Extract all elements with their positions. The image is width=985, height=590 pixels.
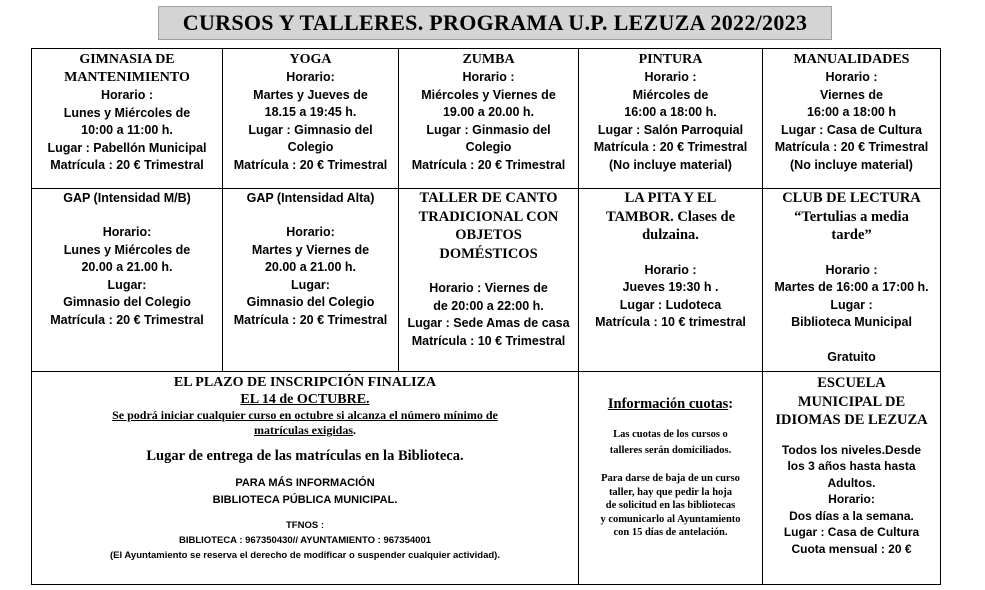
location: Lugar : Salón Parroquial xyxy=(597,122,744,137)
fees-title: Información cuotas xyxy=(607,396,729,412)
course-manualidades xyxy=(763,49,940,189)
fee: Cuota mensual : 20 € xyxy=(791,541,912,556)
delivery-place: Lugar de entrega de las matrículas en la Biblioteca. xyxy=(146,448,464,464)
deadline-date: EL 14 de OCTUBRE. xyxy=(240,392,370,407)
schedule-time: 16:00 a 18:00 h. xyxy=(624,105,717,119)
schedule-days: Dos días a la semana. xyxy=(789,508,914,523)
course-yoga xyxy=(223,49,399,189)
levels: Todos los niveles.Desde xyxy=(781,442,922,457)
schedule-time: 19.00 a 20.00 h. xyxy=(442,105,535,119)
schedule-days: Viernes de xyxy=(819,87,883,102)
course-gap-alta xyxy=(223,189,399,372)
phone-numbers: BIBLIOTECA : 967350430// AYUNTAMIENTO : 967354001 xyxy=(178,535,432,546)
course-gap-mb xyxy=(32,189,223,372)
location: Gimnasio del Colegio xyxy=(246,295,375,309)
schedule-time: Jueves 19:30 h . xyxy=(622,280,719,294)
schedule-time: 18.15 a 19:45 h. xyxy=(264,105,357,119)
schedule-days: Miércoles y Viernes de xyxy=(421,87,556,102)
schedule-label: Horario: xyxy=(286,225,335,239)
min-enrollment-note-end: matrículas exigidas xyxy=(254,423,353,437)
course-zumba xyxy=(399,49,579,189)
course-canto xyxy=(399,189,579,372)
schedule-label: Horario : xyxy=(644,262,697,277)
location: Biblioteca Municipal xyxy=(791,315,912,329)
location-label: Lugar: xyxy=(107,277,147,292)
course-name: GAP (Intensidad Alta) xyxy=(246,191,375,205)
location-cont: Colegio xyxy=(465,140,512,154)
schedule-label: Horario: xyxy=(828,492,875,506)
note: (No incluye material) xyxy=(790,157,913,172)
school-name: ESCUELA MUNICIPAL DE IDIOMAS DE LEZUZA xyxy=(775,375,928,428)
library-name: BIBLIOTECA PÚBLICA MUNICIPAL. xyxy=(212,494,398,506)
schedule-time: Martes de 16:00 a 17:00 h. xyxy=(774,280,929,294)
fee: Matrícula : 10 € trimestral xyxy=(595,315,746,329)
course-gimnasia xyxy=(32,49,223,189)
course-club-lectura xyxy=(763,189,940,372)
note: (No incluye material) xyxy=(609,157,732,172)
disclaimer: (El Ayuntamiento se reserva el derecho de modificar o suspender cualquier actividad). xyxy=(110,550,500,561)
course-name: YOGA xyxy=(289,52,332,67)
location-label: Lugar: xyxy=(291,277,330,292)
course-dulzaina xyxy=(579,189,763,372)
cancellation-note: Para darse de baja de un curso taller, hay que pedir la hoja de solicitud en las bibliotecas y comunicarlo al Ayuntamiento con 15 días de antelación. xyxy=(600,473,741,538)
course-name: CLUB DE LECTURA “Tertulias a media tarde” xyxy=(782,190,921,243)
schedule-label: Horario : xyxy=(100,88,154,102)
schedule-label: Horario : xyxy=(462,70,515,84)
fee: Matrícula : 20 € Trimestral xyxy=(233,312,388,327)
more-info-label: PARA MÁS INFORMACIÓN xyxy=(235,477,375,489)
fee: Matrícula : 20 € Trimestral xyxy=(411,157,566,172)
fees-info: Información cuotas: Las cuotas de los cursos o talleres serán domiciliados. Para darse de baja de un curso taller, hay que pedir la hoja de solicitud en las bibliotecas y comunicarlo al Ayuntamiento con 15 días de antelación. xyxy=(579,372,763,584)
fee: Gratuito xyxy=(827,350,876,364)
page-title: CURSOS Y TALLERES. PROGRAMA U.P. LEZUZA 2022/2023 xyxy=(158,6,832,40)
location: Lugar : Ludoteca xyxy=(619,297,722,312)
fee: Matrícula : 10 € Trimestral xyxy=(411,333,566,348)
schedule-label: Horario : xyxy=(825,262,878,277)
course-name: PINTURA xyxy=(638,52,703,67)
course-name: GAP (Intensidad M/B) xyxy=(63,191,191,205)
schedule-label: Horario: xyxy=(286,70,335,84)
course-name: MANUALIDADES xyxy=(793,52,910,67)
schedule-time: 20.00 a 21.00 h. xyxy=(264,260,357,274)
fees-domiciled: Las cuotas de los cursos o xyxy=(613,429,728,440)
course-name: TALLER DE CANTO TRADICIONAL CON OBJETOS DOMÉSTICOS xyxy=(418,190,559,262)
course-name: LA PITA Y EL TAMBOR. Clases de dulzaina. xyxy=(605,190,736,243)
location-cont: Colegio xyxy=(287,140,334,154)
location: Lugar : Casa de Cultura xyxy=(781,122,922,137)
fee: Matrícula : 20 € Trimestral xyxy=(593,140,748,154)
schedule-time: 16:00 a 18:00 h xyxy=(807,105,896,119)
location: Lugar : Ginmasio del xyxy=(426,122,551,137)
location: Lugar : Pabellón Municipal xyxy=(47,140,207,155)
course-name: ZUMBA xyxy=(462,52,515,67)
schedule-days: Lunes y Miércoles de xyxy=(63,242,191,257)
schedule-label: Horario: xyxy=(102,225,152,239)
location-label: Lugar : xyxy=(830,297,873,312)
fee: Matrícula : 20 € Trimestral xyxy=(50,312,204,327)
fee: Matrícula : 20 € Trimestral xyxy=(50,158,204,172)
fee: Matrícula : 20 € Trimestral xyxy=(233,157,388,172)
schedule-time: 20.00 a 21.00 h. xyxy=(81,260,173,274)
schedule-days: Lunes y Miércoles de xyxy=(63,105,191,120)
courses-table xyxy=(31,48,941,585)
language-school: ESCUELA MUNICIPAL DE IDIOMAS DE LEZUZA Todos los niveles.Desde los 3 años hasta hasta Adultos. Horario: Dos días a la semana. Lugar : Casa de Cultura Cuota mensual : 20 € xyxy=(763,372,940,584)
deadline-text: EL PLAZO DE INSCRIPCIÓN FINALIZA xyxy=(173,375,437,390)
phones-label: TFNOS : xyxy=(286,520,324,531)
schedule: Horario : Viernes de xyxy=(429,281,548,295)
schedule-label: Horario : xyxy=(644,70,697,84)
schedule-time: 10:00 a 11:00 h. xyxy=(81,123,173,137)
schedule-label: Horario : xyxy=(825,70,878,84)
location: Gimnasio del Colegio xyxy=(63,295,191,309)
schedule-days: Miércoles de xyxy=(632,87,709,102)
schedule-time: de 20:00 a 22:00 h. xyxy=(433,298,544,313)
location: Lugar : Casa de Cultura xyxy=(783,525,920,539)
fee: Matrícula : 20 € Trimestral xyxy=(774,140,929,154)
course-pintura xyxy=(579,49,763,189)
schedule-days: Martes y Viernes de xyxy=(251,242,370,257)
location: Lugar : Sede Amas de casa xyxy=(407,316,570,330)
course-name: GIMNASIA DE MANTENIMIENTO xyxy=(64,52,190,85)
registration-info: EL PLAZO DE INSCRIPCIÓN FINALIZA EL 14 de OCTUBRE. Se podrá iniciar cualquier curso en octubre si alcanza el número mínimo de matrículas exigidas. Lugar de entrega de las matrículas en la Biblioteca. PARA MÁS INFORMACIÓN BIBLIOTECA PÚBLICA MUNICIPAL. TFNOS : BIBLIOTECA : 967350430// AYUNTAMIENTO : 967354001 (El Ayuntamiento se reserva el derecho de modificar o suspender cualquier actividad). xyxy=(32,372,579,584)
min-enrollment-note: Se podrá iniciar cualquier curso en octubre si alcanza el número mínimo de xyxy=(112,408,498,422)
schedule-days: Martes y Jueves de xyxy=(253,87,368,102)
location: Lugar : Gimnasio del xyxy=(248,122,373,137)
